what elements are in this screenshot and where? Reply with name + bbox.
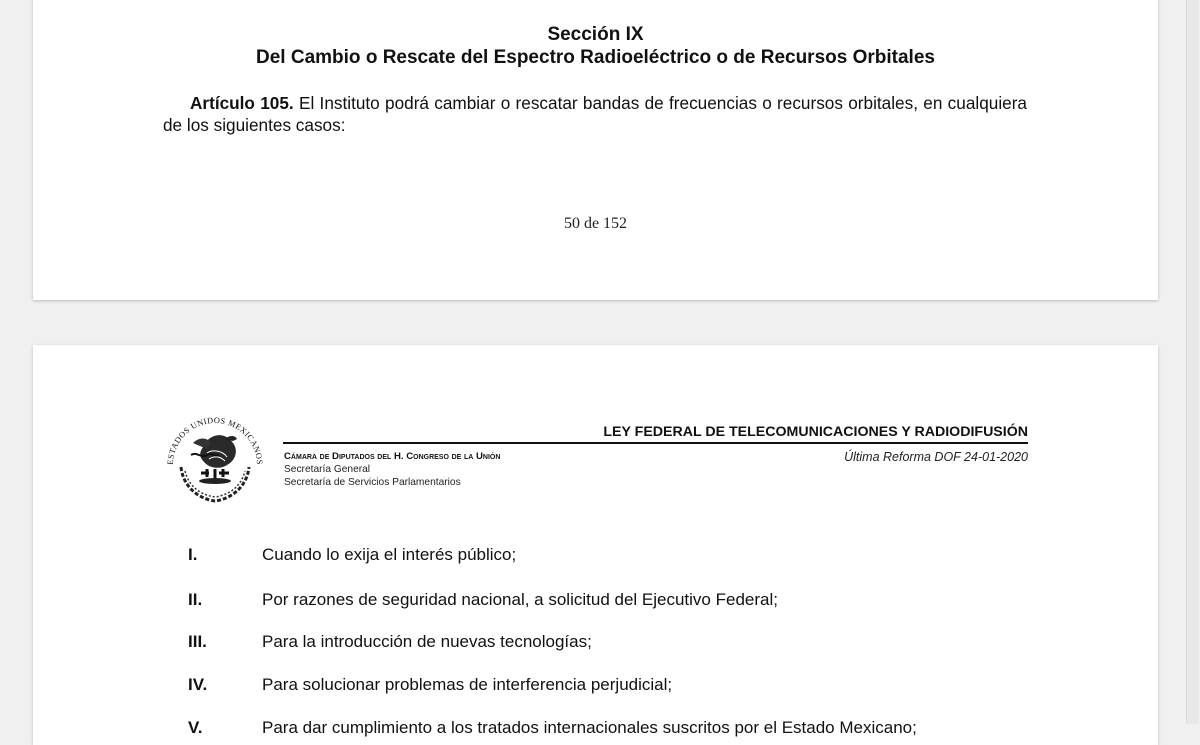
list-item-number: III. xyxy=(188,632,207,651)
list-item-number: I. xyxy=(188,545,198,564)
seal-legend: ESTADOS UNIDOS MEXICANOS xyxy=(165,415,265,465)
list-item-text: Por razones de seguridad nacional, a solicitud del Ejecutivo Federal; xyxy=(262,590,778,609)
list-item-text: Cuando lo exija el interés público; xyxy=(262,545,517,564)
page-number: 50 de 152 xyxy=(563,215,628,232)
section-title: Del Cambio o Rescate del Espectro Radioeléctrico o de Recursos Orbitales xyxy=(256,47,935,68)
pdf-page-51 xyxy=(33,345,1158,745)
secretaria-general: Secretaría General xyxy=(284,464,371,475)
list-item-text: Para solucionar problemas de interferencia perjudicial; xyxy=(262,675,673,694)
last-reform: Última Reforma DOF 24-01-2020 xyxy=(844,450,1028,464)
header-rule xyxy=(283,442,1028,444)
article-text: El Instituto podrá cambiar o rescatar bandas de frecuencias o recursos orbitales, en cualquiera de los siguientes casos: xyxy=(163,93,1027,135)
section-number: Sección IX xyxy=(547,24,644,45)
law-title: LEY FEDERAL DE TELECOMUNICACIONES Y RADIODIFUSIÓN xyxy=(603,424,1028,440)
scrollbar-thumb[interactable] xyxy=(1186,0,1199,724)
list-item-number: II. xyxy=(188,590,203,609)
list-item-number: V. xyxy=(188,718,203,737)
chamber-name: Cámara de Diputados del H. Congreso de la Unión xyxy=(284,451,501,462)
secretaria-servicios: Secretaría de Servicios Parlamentarios xyxy=(284,477,461,488)
article-label: Artículo 105. xyxy=(190,93,294,113)
list-item-text: Para la introducción de nuevas tecnologías; xyxy=(262,632,592,651)
article-105-paragraph xyxy=(163,92,1027,136)
mexican-seal-icon xyxy=(163,407,267,511)
list-item-text: Para dar cumplimiento a los tratados internacionales suscritos por el Estado Mexicano; xyxy=(262,718,917,737)
pdf-page-50 xyxy=(33,0,1158,300)
list-item-number: IV. xyxy=(188,675,208,694)
